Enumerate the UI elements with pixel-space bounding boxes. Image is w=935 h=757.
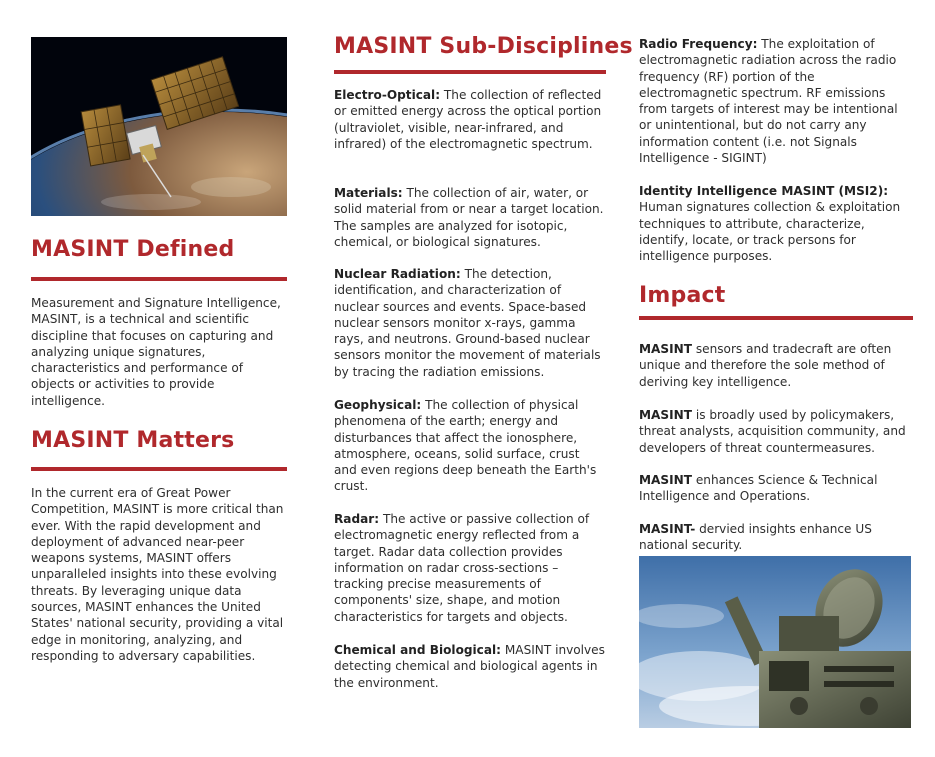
- sub-discipline-label: Electro-Optical:: [334, 88, 441, 102]
- masint-defined-text: Measurement and Signature Intelligence, MASINT, is a technical and scientific discipline that focuses on capturing and analyzing unique signatures, characteristics and performance of objects or activities to provide intelligence.: [31, 296, 281, 408]
- impact-point: [639, 472, 913, 505]
- sub-disciplines-heading: MASINT Sub-Disciplines: [334, 34, 633, 59]
- impact-label: MASINT: [639, 408, 692, 422]
- masint-defined-heading: MASINT Defined: [31, 237, 235, 262]
- sub-discipline-text: The collection of reflected or emitted energy across the optical portion (ultraviolet, visible, near-infrared, and infrared) of the electromagnetic spectrum.: [334, 88, 602, 151]
- sub-discipline-label: Identity Intelligence MASINT (MSI2):: [639, 184, 889, 198]
- sub-discipline-text: The collection of air, water, or solid material from or near a target location. The samples are analyzed for isotopic, chemical, or biological signatures.: [334, 186, 604, 249]
- impact-text: sensors and tradecraft are often unique and therefore the sole method of deriving key intelligence.: [639, 342, 892, 389]
- heading-divider: [31, 467, 287, 471]
- impact-label: MASINT: [639, 473, 692, 487]
- impact-point: [639, 521, 913, 554]
- impact-label: MASINT: [639, 342, 692, 356]
- sub-discipline-text: The exploitation of electromagnetic radiation across the radio frequency (RF) portion of the electromagnetic spectrum. RF emissions from targets of interest may be intentional or unintentional, but do not carry any information content (i.e. not Signals Intelligence - SIGINT): [639, 37, 898, 166]
- sub-discipline-radio-frequency: [639, 36, 913, 166]
- sub-discipline-text: The active or passive collection of electromagnetic energy reflected from a target. Radar data collection provides information on radar cross-sections – tracking precise measurements of components' size, shape, and motion characteristics for targets and objects.: [334, 512, 590, 624]
- sub-discipline-text: MASINT involves detecting chemical and biological agents in the environment.: [334, 643, 605, 690]
- sub-discipline-label: Materials:: [334, 186, 403, 200]
- sub-discipline-text: The collection of physical phenomena of the earth; energy and disturbances that affect the ionosphere, atmosphere, oceans, solid surface, crust and even regions deep beneath the Earth's crust.: [334, 398, 597, 494]
- impact-text: is broadly used by policymakers, threat analysts, acquisition community, and developers of threat countermeasures.: [639, 408, 906, 455]
- heading-divider: [31, 277, 287, 281]
- sub-discipline-label: Radio Frequency:: [639, 37, 758, 51]
- masint-matters-heading: MASINT Matters: [31, 428, 235, 453]
- heading-divider: [334, 70, 606, 74]
- sub-discipline-identity-intelligence: [639, 183, 913, 264]
- sub-discipline-text: Human signatures collection & exploitation techniques to attribute, characterize, identify, locate, or track persons for intelligence purposes.: [639, 200, 901, 264]
- sub-discipline-electro-optical: [334, 87, 606, 152]
- masint-matters-text: In the current era of Great Power Competition, MASINT is more critical than ever. With the rapid development and deployment of advanced near-peer weapons systems, MASINT offers unparalleled insights into these evolving threats. By leveraging unique data sources, MASINT enhances the United States' national security, providing a vital edge in monitoring, analyzing, and responding to adversary capabilities.: [31, 486, 284, 663]
- impact-text: dervied insights enhance US national security.: [639, 522, 872, 553]
- sub-discipline-materials: [334, 185, 606, 250]
- sub-discipline-label: Nuclear Radiation:: [334, 267, 461, 281]
- impact-text: enhances Science & Technical Intelligence and Operations.: [639, 473, 878, 504]
- impact-label: MASINT-: [639, 522, 696, 536]
- satellite-image: [31, 37, 287, 216]
- sub-discipline-radar: [334, 511, 606, 625]
- sub-discipline-label: Chemical and Biological:: [334, 643, 501, 657]
- impact-heading: Impact: [639, 283, 726, 308]
- heading-divider: [639, 316, 913, 320]
- sub-discipline-text: The detection, identification, and characterization of nuclear sources and events. Space-based nuclear sensors monitor x-rays, gamma rays, and neutrons. Ground-based nuclear sensors monitor the movement of materials by tracing the radiation emissions.: [334, 267, 601, 379]
- sub-discipline-label: Geophysical:: [334, 398, 422, 412]
- sub-discipline-label: Radar:: [334, 512, 380, 526]
- impact-point: [639, 407, 913, 456]
- sub-discipline-chem-bio: [334, 642, 606, 691]
- radar-image: [639, 556, 911, 728]
- sub-discipline-nuclear-radiation: [334, 266, 606, 380]
- impact-point: [639, 341, 913, 390]
- sub-discipline-geophysical: [334, 397, 606, 495]
